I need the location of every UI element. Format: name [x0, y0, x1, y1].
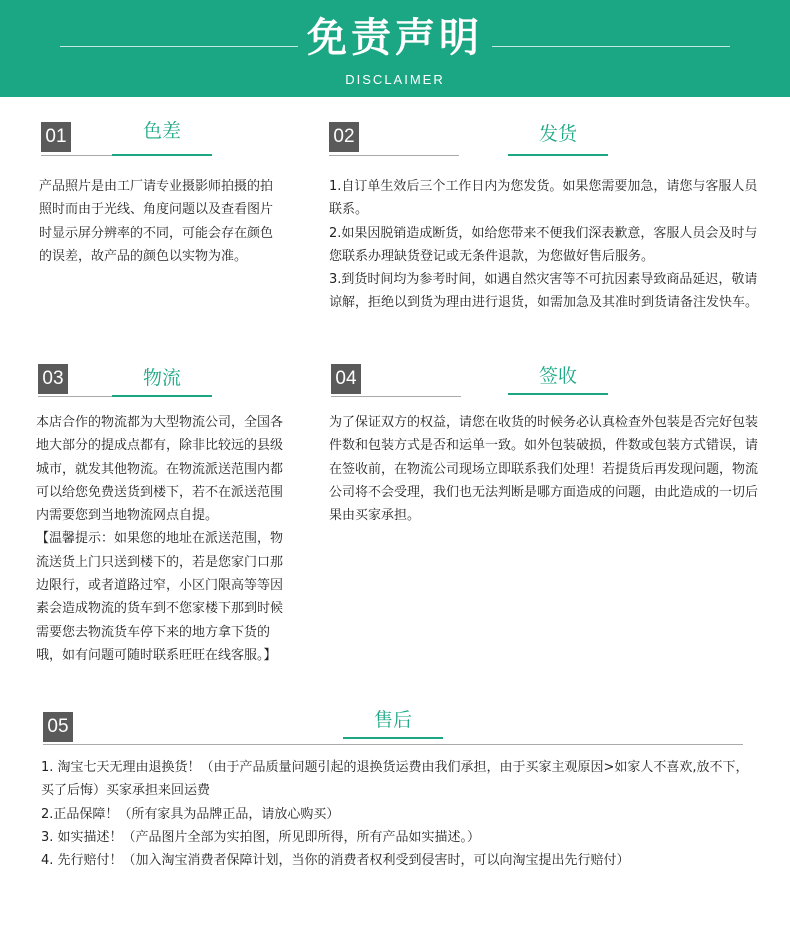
section-paragraph: 【温馨提示：如果您的地址在派送范围，物流送货上门只送到楼下的，若是您家门口那边限行，或者道路过窄，小区门限高等等因素会造成物流的货车到不您家楼下那到时候需要您去物流货车停下来的地方拿下货的哦，如有问题可随时联系旺旺在线客服。】 [36, 531, 284, 663]
section-number-badge: 01 [41, 122, 71, 152]
section-number-badge: 04 [331, 364, 361, 394]
section-paragraph: 1. 淘宝七天无理由退换货！（由于产品质量问题引起的退换货运费由我们承担，由于买家主观原因>如家人不喜欢,放不下，买了后悔）买家承担来回运费 [41, 760, 749, 799]
section-number-rule [38, 396, 112, 397]
section-paragraph: 1.自订单生效后三个工作日内为您发货。如果您需要加急，请您与客服人员联系。 [329, 179, 758, 218]
section-title: 物流 [142, 367, 181, 389]
section-title-underline [508, 393, 608, 395]
section-title: 发货 [538, 123, 577, 145]
header-banner [0, 0, 790, 97]
section-body [329, 175, 764, 315]
section-title-underline [112, 395, 212, 397]
section-number-rule [43, 744, 743, 745]
section-paragraph: 本店合作的物流都为大型物流公司，全国各地大部分的提成点都有，除非比较远的县级城市，就发其他物流。在物流派送范围内都可以给您免费送货到楼下，若不在派送范围内需要您到当地物流网点自提。 [36, 415, 284, 524]
section-body [41, 756, 753, 872]
section-title: 售后 [373, 709, 412, 731]
section-body [36, 411, 289, 667]
section-title: 签收 [538, 365, 577, 387]
section-paragraph: 3. 如实描述！（产品图片全部为实拍图，所见即所得，所有产品如实描述。） [41, 829, 481, 845]
section-number-rule [329, 155, 459, 156]
section-number-rule [41, 155, 115, 156]
section-body [39, 175, 284, 268]
section-title-underline [112, 154, 212, 156]
section-number-badge: 05 [43, 712, 73, 742]
section-title: 色差 [142, 120, 181, 142]
section-number-badge: 02 [329, 122, 359, 152]
section-title-underline [343, 737, 443, 739]
section-paragraph: 2.如果因脱销造成断货，如给您带来不便我们深表歉意，客服人员会及时与您联系办理缺货登记或无条件退款，为您做好售后服务。 [329, 225, 758, 264]
section-number-badge: 03 [38, 364, 68, 394]
page-subtitle: DISCLAIMER [345, 72, 445, 87]
section-number-rule [331, 396, 461, 397]
section-paragraph: 4. 先行赔付！（加入淘宝消费者保障计划，当你的消费者权利受到侵害时，可以向淘宝提出先行赔付） [41, 853, 630, 869]
section-paragraph: 为了保证双方的权益，请您在收货的时候务必认真检查外包装是否完好包装件数和包装方式是否和运单一致。如外包装破损，件数或包装方式错误，请在签收前，在物流公司现场立即联系我们处理！若提货后再发现问题，物流公司将不会受理，我们也无法判断是哪方面造成的问题，由此造成的一切后果由买家承担。 [329, 415, 759, 524]
section-paragraph: 2.正品保障！（所有家具为品牌正品，请放心购买） [41, 806, 340, 822]
section-body [329, 411, 762, 527]
section-title-underline [508, 154, 608, 156]
page-title: 免责声明 [307, 15, 483, 61]
section-paragraph: 产品照片是由工厂请专业摄影师拍摄的拍照时而由于光线、角度问题以及查看图片时显示屏分辨率的不同，可能会存在颜色的误差，故产品的颜色以实物为准。 [39, 179, 274, 264]
section-paragraph: 3.到货时间均为参考时间，如遇自然灾害等不可抗因素导致商品延迟，敬请谅解，拒绝以到货为理由进行退货，如需加急及其准时到货请备注发快车。 [329, 272, 759, 311]
